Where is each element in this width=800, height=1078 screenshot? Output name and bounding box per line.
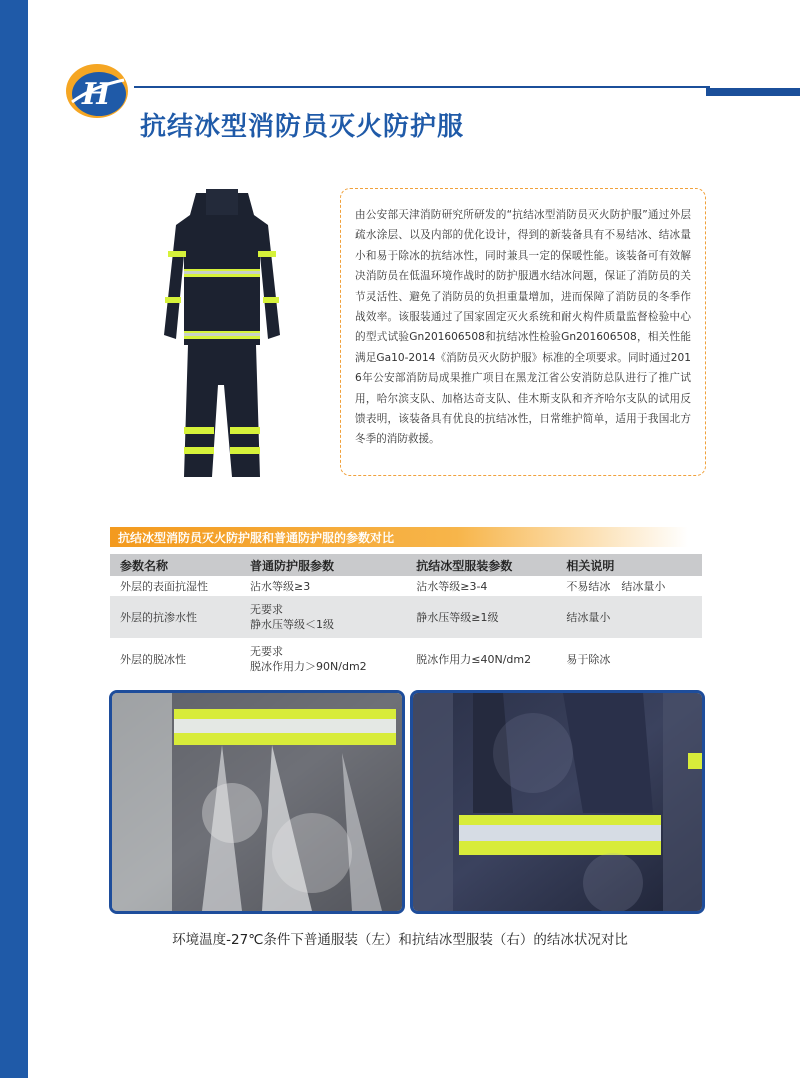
table-row xyxy=(110,596,702,638)
svg-text:H: H xyxy=(82,77,111,112)
cell-anti-icing: 脱冰作用力≤40N/dm2 xyxy=(406,638,556,680)
header-rule xyxy=(134,86,710,88)
description-box xyxy=(340,188,706,476)
column-header-anti-icing: 抗结冰型服装参数 xyxy=(406,554,556,576)
photo-caption: 环境温度-27℃条件下普通服装（左）和抗结冰型服装（右）的结冰状况对比 xyxy=(172,932,628,948)
cell-normal-line: 无要求 xyxy=(250,645,284,658)
normal-suit-icing-photo xyxy=(109,690,405,914)
cell-parameter: 外层的表面抗湿性 xyxy=(110,576,240,596)
cell-normal: 沾水等级≥3 xyxy=(240,576,406,596)
firefighter-suit-image xyxy=(156,185,288,485)
cell-anti-icing: 沾水等级≥3-4 xyxy=(406,576,556,596)
cell-note: 结冰量小 xyxy=(556,596,702,638)
header-accent-bar xyxy=(706,88,800,96)
cell-normal xyxy=(240,596,406,638)
column-header-parameter: 参数名称 xyxy=(110,554,240,576)
cell-normal-line: 脱冰作用力＞90N/dm2 xyxy=(250,660,367,673)
table-row xyxy=(110,576,702,596)
table-header-row xyxy=(110,554,702,576)
parameter-comparison-table xyxy=(110,554,702,680)
cell-parameter: 外层的抗渗水性 xyxy=(110,596,240,638)
page-title: 抗结冰型消防员灭火防护服 xyxy=(140,112,465,142)
cell-normal xyxy=(240,638,406,680)
company-logo xyxy=(64,58,130,124)
cell-anti-icing: 静水压等级≥1级 xyxy=(406,596,556,638)
anti-icing-suit-photo xyxy=(410,690,705,914)
table-caption: 抗结冰型消防员灭火防护服和普通防护服的参数对比 xyxy=(118,531,395,545)
column-header-normal: 普通防护服参数 xyxy=(240,554,406,576)
cell-note: 易于除冰 xyxy=(556,638,702,680)
cell-normal-line: 无要求 xyxy=(250,603,284,616)
description-text: 由公安部天津消防研究所研发的“抗结冰型消防员灭火防护服”通过外层疏水涂层、以及内部的优化设计，得到的新装备具有不易结冰、结冰量小和易于除冰的抗结冰性，同时兼具一定的保暖性能。该装备可有效解决消防员在低温环境作战时的防护服遇水结冰问题，保证了消防员的关节灵活性、避免了消防员的负担重量增加，进而保障了消防员的冬季作战效率。该服装通过了国家固定灭火系统和耐火构件质量监督检验中心的型式试验Gn201606508和抗结冰性检验Gn201606508，相关性能满足Ga10-2014《消防员灭火防护服》标准的全项要求。同时通过2016年公安部消防局成果推广项目在黑龙江省公安消防总队进行了推广试用，哈尔滨支队、加格达奇支队、佳木斯支队和齐齐哈尔支队的试用反馈表明，该装备具有优良的抗结冰性，日常维护简单，适用于我国北方冬季的消防救援。 xyxy=(355,209,691,446)
cell-note: 不易结冰 结冰量小 xyxy=(556,576,702,596)
column-header-notes: 相关说明 xyxy=(556,554,702,576)
table-row xyxy=(110,638,702,680)
cell-normal-line: 静水压等级＜1级 xyxy=(250,618,335,631)
cell-parameter: 外层的脱冰性 xyxy=(110,638,240,680)
left-sidebar-band xyxy=(0,0,28,1078)
